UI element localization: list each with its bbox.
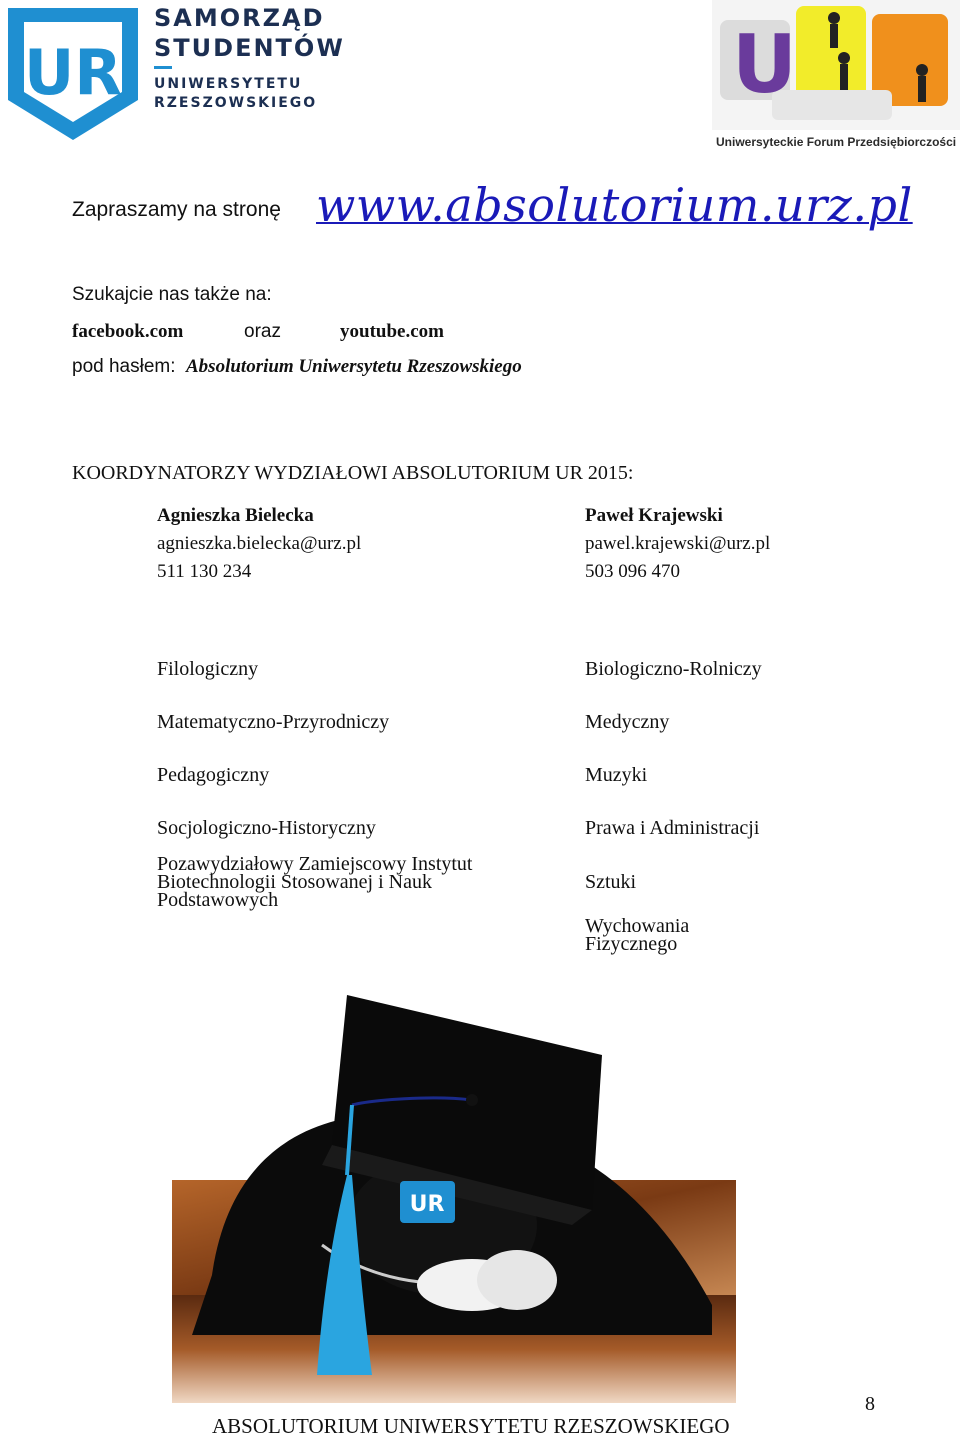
intro-text: Zapraszamy na stronę [72, 198, 281, 221]
faculty-item: Biotechnologii Stosowanej i Nauk [157, 871, 432, 893]
coordinator-phone: 511 130 234 [157, 561, 252, 582]
ufp-logo [712, 0, 960, 152]
faculty-item: Biologiczno-Rolniczy [585, 658, 762, 680]
social-lead: Szukajcie nas także na: [72, 284, 272, 305]
website-link[interactable]: www.absolutorium.urz.pl [316, 178, 913, 232]
svg-text:UR: UR [23, 36, 123, 109]
logo-line-rzeszowskiego: RZESZOWSKIEGO [154, 95, 318, 111]
faculty-item: Muzyki [585, 764, 648, 786]
coordinator-card [585, 502, 770, 586]
coordinator-email[interactable]: agnieszka.bielecka@urz.pl [157, 533, 362, 554]
tag-lead: pod hasłem: [72, 356, 176, 377]
coordinator-card [157, 502, 361, 586]
coordinator-name: Agnieszka Bielecka [157, 505, 314, 526]
faculty-item: Socjologiczno-Historyczny [157, 817, 376, 839]
faculty-item: Podstawowych [157, 889, 279, 911]
faculty-item: Prawa i Administracji [585, 817, 760, 839]
page-number: 8 [865, 1393, 875, 1415]
svg-text:U: U [732, 18, 797, 111]
faculty-item: Sztuki [585, 871, 637, 893]
student-government-logo [4, 4, 345, 144]
puzzle-figures-icon [712, 0, 960, 152]
svg-text:UR: UR [409, 1192, 445, 1217]
coordinator-name: Paweł Krajewski [585, 505, 723, 526]
oraz-word: oraz [244, 321, 281, 342]
faculty-item: Fizycznego [585, 933, 678, 955]
faculty-item: Wychowania [585, 915, 690, 937]
faculty-item: Medyczny [585, 711, 670, 733]
facebook-link[interactable]: facebook.com [72, 321, 184, 342]
logo-line-uniwersytetu: UNIWERSYTETU [154, 76, 303, 92]
faculty-item: Pozawydziałowy Zamiejscowy Instytut [157, 853, 473, 875]
ufp-caption: Uniwersyteckie Forum Przedsiębiorczości [716, 135, 957, 149]
logo-line-samorzad: SAMORZĄD [154, 4, 325, 32]
coordinators-title: KOORDYNATORZY WYDZIAŁOWI ABSOLUTORIUM UR 2015: [72, 462, 634, 484]
faculty-item: Matematyczno-Przyrodniczy [157, 711, 390, 733]
graduate-photo [172, 975, 736, 1403]
logo-line-studentow: STUDENTÓW [154, 34, 345, 62]
coordinator-phone: 503 096 470 [585, 561, 680, 582]
coordinator-email[interactable]: pawel.krajewski@urz.pl [585, 533, 771, 554]
faculty-item: Pedagogiczny [157, 764, 270, 786]
graduation-cap-photo-icon [172, 975, 736, 1403]
logo-divider [154, 66, 172, 69]
footer-text: ABSOLUTORIUM UNIWERSYTETU RZESZOWSKIEGO [212, 1414, 730, 1438]
search-tag: Absolutorium Uniwersytetu Rzeszowskiego [186, 356, 522, 377]
faculty-item: Filologiczny [157, 658, 259, 680]
ur-shield-icon [4, 4, 144, 144]
youtube-link[interactable]: youtube.com [340, 321, 444, 342]
